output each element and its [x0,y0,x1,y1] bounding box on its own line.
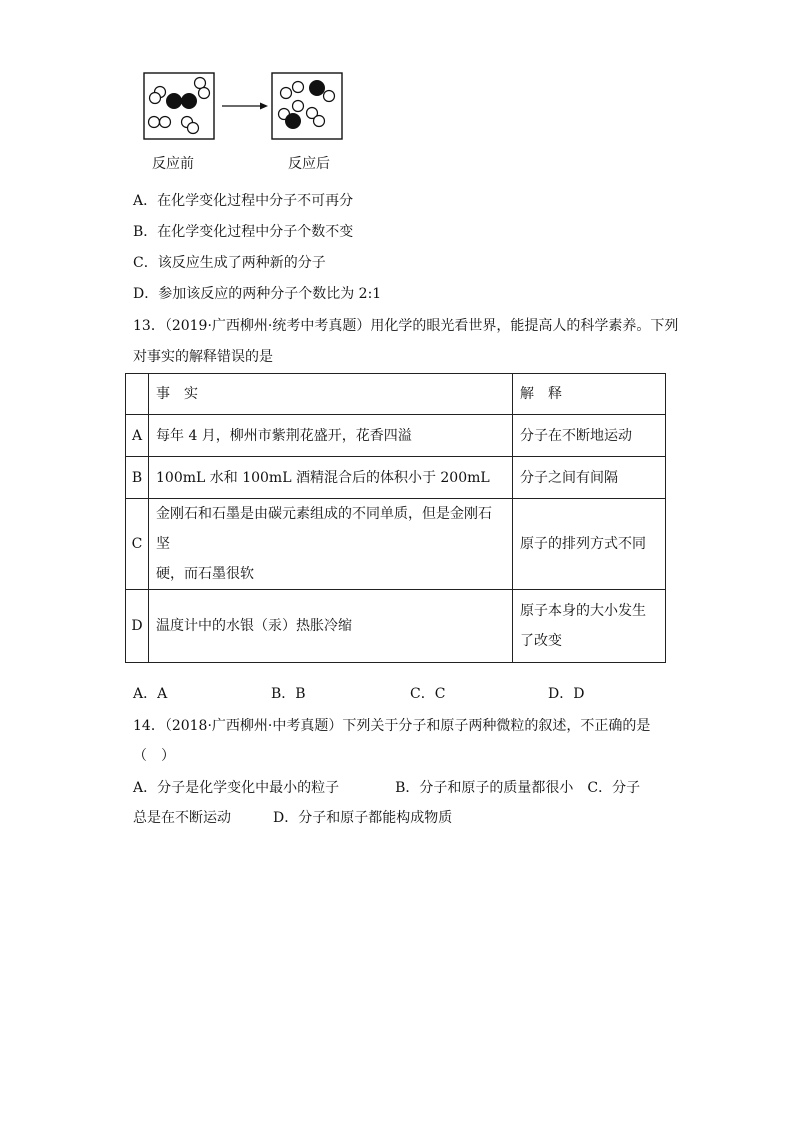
row-explain-line1: 原子本身的大小发生 [520,603,646,619]
row-explain [513,590,666,663]
reaction-diagram [138,68,350,144]
table-row [126,590,666,663]
table-row [126,415,666,457]
row-fact-line1: 金刚石和石墨是由碳元素组成的不同单质，但是金刚石坚 [156,506,492,552]
row-fact: 每年 4 月，柳州市紫荆花盛开，花香四溢 [149,415,513,457]
q14-stem-line1: 14．（2018·广西柳州·中考真题）下列关于分子和原子两种微粒的叙述，不正确的是 [133,718,651,734]
row-fact [149,499,513,590]
q13-stem-line2: 对事实的解释错误的是 [133,349,273,365]
row-explain: 分子之间有间隔 [513,457,666,499]
q14-options-line2: 总是在不断运动 D．分子和原子都能构成物质 [133,810,453,826]
q13-option-a: A．A [133,686,168,702]
q12-option-a: A．在化学变化过程中分子不可再分 [133,193,354,209]
row-explain-line2: 了改变 [520,633,562,649]
row-fact: 温度计中的水银（汞）热胀冷缩 [149,590,513,663]
table-header-row [126,374,666,415]
q12-option-c: C．该反应生成了两种新的分子 [133,255,326,271]
table-row [126,499,666,590]
before-label: 反应前 [152,156,194,172]
q13-option-d: D．D [548,686,585,702]
q13-option-c: C．C [410,686,446,702]
row-letter: A [126,415,149,457]
q13-option-b: B．B [271,686,306,702]
facts-table [125,373,666,663]
row-letter: D [126,590,149,663]
header-letter-cell [126,374,149,415]
q12-option-d: D．参加该反应的两种分子个数比为 2:1 [133,286,382,302]
q13-stem-line1: 13．（2019·广西柳州·统考中考真题）用化学的眼光看世界，能提高人的科学素养。下列 [133,318,679,334]
after-box [272,73,342,139]
row-fact-line2: 硬，而石墨很软 [156,566,254,582]
q12-option-b: B．在化学变化过程中分子个数不变 [133,224,354,240]
table-row [126,457,666,499]
row-fact: 100mL 水和 100mL 酒精混合后的体积小于 200mL [149,457,513,499]
q14-stem-line2: （ ） [133,748,175,764]
after-label: 反应后 [288,156,330,172]
header-explain: 解 释 [513,374,666,415]
row-explain: 分子在不断地运动 [513,415,666,457]
header-fact: 事 实 [149,374,513,415]
row-letter: C [126,499,149,590]
q14-options-line1: A．分子是化学变化中最小的粒子 B．分子和原子的质量都很小 C．分子 [133,780,641,796]
row-explain: 原子的排列方式不同 [513,499,666,590]
row-letter: B [126,457,149,499]
